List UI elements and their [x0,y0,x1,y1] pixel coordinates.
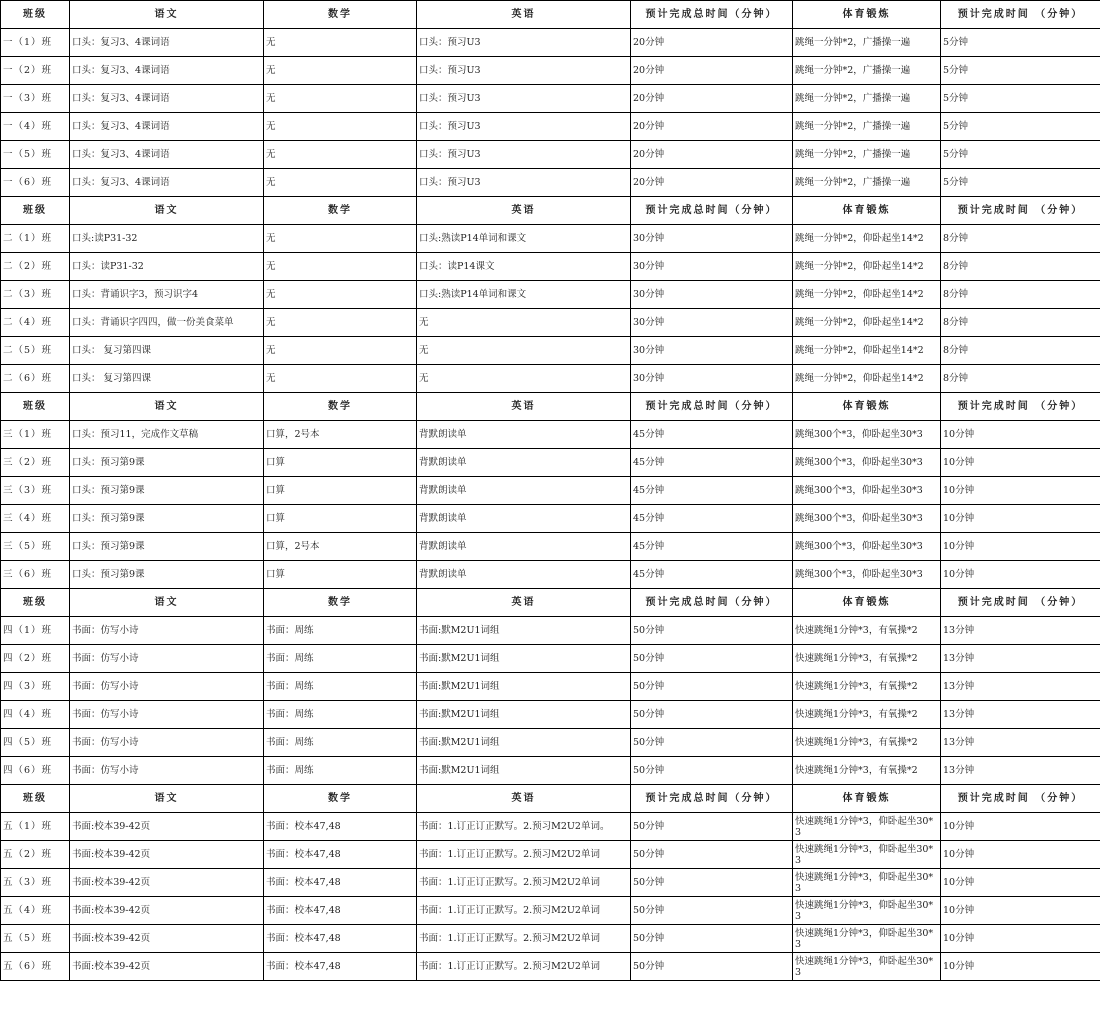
table-row [1,897,1100,925]
header-pe-time: 预计完成时间 （分钟） [941,785,1100,813]
pe-time-cell: 13分钟 [941,757,1100,785]
pe-time-cell: 10分钟 [941,505,1100,533]
english-cell: 书面:默M2U1词组 [417,645,631,673]
math-cell: 无 [264,169,417,197]
header-total-time: 预计完成总时间（分钟） [631,393,793,421]
total-time-cell: 45分钟 [631,533,793,561]
class-cell: 三（1）班 [1,421,70,449]
header-math: 数学 [264,197,417,225]
math-cell: 书面：校本47,48 [264,953,417,981]
class-cell: 四（2）班 [1,645,70,673]
english-cell: 无 [417,309,631,337]
table-row [1,953,1100,981]
class-cell: 二（4）班 [1,309,70,337]
chinese-cell: 书面:校本39-42页 [70,925,264,953]
pe-cell: 快速跳绳1分钟*3，仰卧起坐30*3 [793,897,941,925]
header-pe: 体育锻炼 [793,1,941,29]
chinese-cell: 口头：背诵识字四四，做一份美食菜单 [70,309,264,337]
class-cell: 四（1）班 [1,617,70,645]
pe-time-cell: 13分钟 [941,673,1100,701]
total-time-cell: 50分钟 [631,953,793,981]
pe-cell: 跳绳300个*3，仰卧起坐30*3 [793,561,941,589]
pe-time-cell: 8分钟 [941,365,1100,393]
table-row [1,225,1100,253]
header-chinese: 语文 [70,785,264,813]
total-time-cell: 30分钟 [631,337,793,365]
pe-cell: 跳绳一分钟*2，广播操一遍 [793,29,941,57]
pe-time-cell: 10分钟 [941,561,1100,589]
math-cell: 书面：校本47,48 [264,869,417,897]
header-chinese: 语文 [70,197,264,225]
math-cell: 无 [264,225,417,253]
math-cell: 口算 [264,477,417,505]
chinese-cell: 书面:校本39-42页 [70,813,264,841]
total-time-cell: 30分钟 [631,365,793,393]
header-class: 班级 [1,589,70,617]
table-row [1,365,1100,393]
math-cell: 无 [264,57,417,85]
pe-cell: 跳绳一分钟*2，仰卧起坐14*2 [793,365,941,393]
math-cell: 口算，2号本 [264,533,417,561]
class-cell: 二（3）班 [1,281,70,309]
math-cell: 无 [264,85,417,113]
math-cell: 书面：周练 [264,617,417,645]
pe-time-cell: 10分钟 [941,869,1100,897]
pe-time-cell: 8分钟 [941,253,1100,281]
table-row [1,477,1100,505]
class-cell: 一（3）班 [1,85,70,113]
class-cell: 二（5）班 [1,337,70,365]
grade-header-row [1,589,1100,617]
chinese-cell: 口头:读P31-32 [70,225,264,253]
math-cell: 无 [264,281,417,309]
total-time-cell: 20分钟 [631,169,793,197]
pe-cell: 快速跳绳1分钟*3，仰卧起坐30*3 [793,953,941,981]
pe-time-cell: 5分钟 [941,169,1100,197]
math-cell: 无 [264,29,417,57]
pe-cell: 快速跳绳1分钟*3，有氧操*2 [793,645,941,673]
total-time-cell: 50分钟 [631,897,793,925]
math-cell: 无 [264,113,417,141]
total-time-cell: 20分钟 [631,85,793,113]
header-chinese: 语文 [70,589,264,617]
table-row [1,701,1100,729]
english-cell: 书面：1.订正订正默写。2.预习M2U2单词 [417,897,631,925]
class-cell: 一（1）班 [1,29,70,57]
english-cell: 背默朗读单 [417,505,631,533]
english-cell: 口头：读P14课文 [417,253,631,281]
math-cell: 口算，2号本 [264,421,417,449]
english-cell: 背默朗读单 [417,477,631,505]
grade-header-row [1,785,1100,813]
chinese-cell: 口头：复习3、4课词语 [70,141,264,169]
total-time-cell: 50分钟 [631,645,793,673]
chinese-cell: 书面：仿写小诗 [70,729,264,757]
table-row [1,337,1100,365]
pe-cell: 跳绳一分钟*2，广播操一遍 [793,85,941,113]
english-cell: 背默朗读单 [417,533,631,561]
class-cell: 四（5）班 [1,729,70,757]
table-row [1,113,1100,141]
english-cell: 书面:默M2U1词组 [417,701,631,729]
total-time-cell: 50分钟 [631,617,793,645]
math-cell: 书面：周练 [264,757,417,785]
pe-time-cell: 10分钟 [941,421,1100,449]
total-time-cell: 50分钟 [631,701,793,729]
pe-cell: 快速跳绳1分钟*3，有氧操*2 [793,757,941,785]
english-cell: 无 [417,365,631,393]
total-time-cell: 30分钟 [631,253,793,281]
pe-cell: 跳绳一分钟*2，广播操一遍 [793,169,941,197]
table-row [1,421,1100,449]
class-cell: 五（1）班 [1,813,70,841]
pe-cell: 快速跳绳1分钟*3，仰卧起坐30*3 [793,813,941,841]
pe-time-cell: 13分钟 [941,701,1100,729]
chinese-cell: 口头： 复习第四课 [70,337,264,365]
total-time-cell: 30分钟 [631,281,793,309]
class-cell: 一（5）班 [1,141,70,169]
pe-time-cell: 10分钟 [941,533,1100,561]
english-cell: 背默朗读单 [417,561,631,589]
chinese-cell: 口头：预习第9课 [70,561,264,589]
chinese-cell: 口头：预习第9课 [70,505,264,533]
class-cell: 三（6）班 [1,561,70,589]
chinese-cell: 口头：预习第9课 [70,449,264,477]
table-row [1,925,1100,953]
header-math: 数学 [264,785,417,813]
math-cell: 无 [264,365,417,393]
total-time-cell: 50分钟 [631,841,793,869]
table-row [1,841,1100,869]
pe-cell: 快速跳绳1分钟*3，有氧操*2 [793,673,941,701]
math-cell: 书面：校本47,48 [264,897,417,925]
english-cell: 口头：预习U3 [417,29,631,57]
pe-cell: 跳绳300个*3，仰卧起坐30*3 [793,533,941,561]
class-cell: 五（6）班 [1,953,70,981]
pe-cell: 跳绳300个*3，仰卧起坐30*3 [793,505,941,533]
total-time-cell: 20分钟 [631,29,793,57]
header-pe: 体育锻炼 [793,589,941,617]
table-row [1,449,1100,477]
total-time-cell: 45分钟 [631,505,793,533]
pe-time-cell: 8分钟 [941,337,1100,365]
english-cell: 背默朗读单 [417,421,631,449]
english-cell: 书面：1.订正订正默写。2.预习M2U2单词 [417,925,631,953]
chinese-cell: 口头：复习3、4课词语 [70,29,264,57]
table-row [1,673,1100,701]
class-cell: 五（3）班 [1,869,70,897]
pe-time-cell: 8分钟 [941,309,1100,337]
total-time-cell: 20分钟 [631,57,793,85]
english-cell: 书面：1.订正订正默写。2.预习M2U2单词。 [417,813,631,841]
english-cell: 背默朗读单 [417,449,631,477]
total-time-cell: 20分钟 [631,113,793,141]
table-row [1,85,1100,113]
header-class: 班级 [1,393,70,421]
total-time-cell: 30分钟 [631,225,793,253]
english-cell: 书面:默M2U1词组 [417,757,631,785]
class-cell: 二（1）班 [1,225,70,253]
grade-header-row [1,197,1100,225]
pe-time-cell: 13分钟 [941,645,1100,673]
table-row [1,253,1100,281]
total-time-cell: 50分钟 [631,813,793,841]
header-total-time: 预计完成总时间（分钟） [631,589,793,617]
pe-cell: 跳绳300个*3，仰卧起坐30*3 [793,421,941,449]
class-cell: 三（2）班 [1,449,70,477]
pe-time-cell: 5分钟 [941,29,1100,57]
header-pe-time: 预计完成时间 （分钟） [941,197,1100,225]
table-row [1,57,1100,85]
class-cell: 五（5）班 [1,925,70,953]
pe-cell: 跳绳一分钟*2，仰卧起坐14*2 [793,281,941,309]
header-english: 英语 [417,197,631,225]
pe-cell: 跳绳一分钟*2，仰卧起坐14*2 [793,309,941,337]
math-cell: 书面：周练 [264,729,417,757]
pe-time-cell: 8分钟 [941,225,1100,253]
chinese-cell: 书面:校本39-42页 [70,869,264,897]
table-row [1,309,1100,337]
header-math: 数学 [264,589,417,617]
pe-time-cell: 10分钟 [941,925,1100,953]
math-cell: 无 [264,337,417,365]
chinese-cell: 书面:校本39-42页 [70,897,264,925]
pe-cell: 跳绳300个*3，仰卧起坐30*3 [793,449,941,477]
english-cell: 口头：预习U3 [417,169,631,197]
table-row [1,869,1100,897]
total-time-cell: 50分钟 [631,869,793,897]
english-cell: 书面：1.订正订正默写。2.预习M2U2单词 [417,869,631,897]
pe-time-cell: 10分钟 [941,841,1100,869]
class-cell: 五（2）班 [1,841,70,869]
pe-time-cell: 5分钟 [941,113,1100,141]
english-cell: 口头:熟读P14单词和课文 [417,281,631,309]
header-chinese: 语文 [70,393,264,421]
total-time-cell: 45分钟 [631,449,793,477]
math-cell: 无 [264,253,417,281]
header-class: 班级 [1,197,70,225]
pe-time-cell: 10分钟 [941,953,1100,981]
table-row [1,757,1100,785]
pe-cell: 跳绳一分钟*2，广播操一遍 [793,141,941,169]
class-cell: 一（6）班 [1,169,70,197]
class-cell: 四（3）班 [1,673,70,701]
header-class: 班级 [1,785,70,813]
english-cell: 书面：1.订正订正默写。2.预习M2U2单词 [417,953,631,981]
chinese-cell: 书面：仿写小诗 [70,673,264,701]
table-row [1,169,1100,197]
class-cell: 四（4）班 [1,701,70,729]
class-cell: 五（4）班 [1,897,70,925]
pe-time-cell: 13分钟 [941,729,1100,757]
math-cell: 书面：周练 [264,645,417,673]
pe-cell: 快速跳绳1分钟*3，有氧操*2 [793,701,941,729]
math-cell: 口算 [264,449,417,477]
header-pe: 体育锻炼 [793,393,941,421]
table-row [1,281,1100,309]
pe-cell: 跳绳一分钟*2，广播操一遍 [793,57,941,85]
chinese-cell: 口头：复习3、4课词语 [70,169,264,197]
header-english: 英语 [417,785,631,813]
pe-cell: 快速跳绳1分钟*3，有氧操*2 [793,729,941,757]
pe-time-cell: 10分钟 [941,477,1100,505]
chinese-cell: 口头：背诵识字3，预习识字4 [70,281,264,309]
table-row [1,141,1100,169]
chinese-cell: 书面：仿写小诗 [70,645,264,673]
class-cell: 二（2）班 [1,253,70,281]
total-time-cell: 50分钟 [631,925,793,953]
math-cell: 口算 [264,505,417,533]
table-row [1,505,1100,533]
math-cell: 书面：校本47,48 [264,841,417,869]
english-cell: 书面:默M2U1词组 [417,617,631,645]
pe-cell: 跳绳一分钟*2，仰卧起坐14*2 [793,337,941,365]
chinese-cell: 书面:校本39-42页 [70,953,264,981]
class-cell: 一（4）班 [1,113,70,141]
header-english: 英语 [417,589,631,617]
pe-time-cell: 8分钟 [941,281,1100,309]
english-cell: 口头：预习U3 [417,85,631,113]
header-pe: 体育锻炼 [793,785,941,813]
header-pe: 体育锻炼 [793,197,941,225]
pe-time-cell: 5分钟 [941,85,1100,113]
chinese-cell: 口头：复习3、4课词语 [70,85,264,113]
header-math: 数学 [264,1,417,29]
chinese-cell: 口头：预习11，完成作文草稿 [70,421,264,449]
class-cell: 三（5）班 [1,533,70,561]
header-english: 英语 [417,1,631,29]
english-cell: 书面：1.订正订正默写。2.预习M2U2单词 [417,841,631,869]
total-time-cell: 20分钟 [631,141,793,169]
table-row [1,617,1100,645]
math-cell: 书面：校本47,48 [264,925,417,953]
table-row [1,729,1100,757]
class-cell: 二（6）班 [1,365,70,393]
pe-cell: 快速跳绳1分钟*3，仰卧起坐30*3 [793,925,941,953]
chinese-cell: 书面：仿写小诗 [70,757,264,785]
english-cell: 口头：预习U3 [417,113,631,141]
header-pe-time: 预计完成时间 （分钟） [941,393,1100,421]
total-time-cell: 30分钟 [631,309,793,337]
header-english: 英语 [417,393,631,421]
grade-header-row [1,1,1100,29]
pe-time-cell: 10分钟 [941,897,1100,925]
pe-cell: 跳绳300个*3，仰卧起坐30*3 [793,477,941,505]
english-cell: 无 [417,337,631,365]
pe-cell: 跳绳一分钟*2，广播操一遍 [793,113,941,141]
chinese-cell: 口头：预习第9课 [70,533,264,561]
class-cell: 三（3）班 [1,477,70,505]
grade-header-row [1,393,1100,421]
header-class: 班级 [1,1,70,29]
chinese-cell: 书面：仿写小诗 [70,701,264,729]
class-cell: 四（6）班 [1,757,70,785]
header-total-time: 预计完成总时间（分钟） [631,785,793,813]
header-total-time: 预计完成总时间（分钟） [631,197,793,225]
table-row [1,645,1100,673]
header-total-time: 预计完成总时间（分钟） [631,1,793,29]
header-chinese: 语文 [70,1,264,29]
total-time-cell: 45分钟 [631,561,793,589]
english-cell: 口头：预习U3 [417,57,631,85]
chinese-cell: 口头：读P31-32 [70,253,264,281]
total-time-cell: 50分钟 [631,673,793,701]
total-time-cell: 45分钟 [631,477,793,505]
pe-cell: 跳绳一分钟*2，仰卧起坐14*2 [793,253,941,281]
class-cell: 一（2）班 [1,57,70,85]
header-pe-time: 预计完成时间 （分钟） [941,1,1100,29]
pe-time-cell: 5分钟 [941,57,1100,85]
english-cell: 书面:默M2U1词组 [417,729,631,757]
english-cell: 口头:熟读P14单词和课文 [417,225,631,253]
pe-time-cell: 13分钟 [941,617,1100,645]
pe-cell: 快速跳绳1分钟*3，仰卧起坐30*3 [793,869,941,897]
chinese-cell: 书面：仿写小诗 [70,617,264,645]
pe-cell: 快速跳绳1分钟*3，仰卧起坐30*3 [793,841,941,869]
chinese-cell: 口头：预习第9课 [70,477,264,505]
pe-cell: 快速跳绳1分钟*3，有氧操*2 [793,617,941,645]
math-cell: 书面：周练 [264,701,417,729]
class-cell: 三（4）班 [1,505,70,533]
pe-time-cell: 10分钟 [941,813,1100,841]
pe-cell: 跳绳一分钟*2，仰卧起坐14*2 [793,225,941,253]
math-cell: 无 [264,309,417,337]
math-cell: 口算 [264,561,417,589]
chinese-cell: 口头： 复习第四课 [70,365,264,393]
math-cell: 无 [264,141,417,169]
total-time-cell: 50分钟 [631,757,793,785]
total-time-cell: 45分钟 [631,421,793,449]
table-row [1,533,1100,561]
header-math: 数学 [264,393,417,421]
math-cell: 书面：周练 [264,673,417,701]
pe-time-cell: 5分钟 [941,141,1100,169]
table-row [1,561,1100,589]
chinese-cell: 口头：复习3、4课词语 [70,57,264,85]
chinese-cell: 书面:校本39-42页 [70,841,264,869]
table-row [1,813,1100,841]
total-time-cell: 50分钟 [631,729,793,757]
english-cell: 口头：预习U3 [417,141,631,169]
header-pe-time: 预计完成时间 （分钟） [941,589,1100,617]
chinese-cell: 口头：复习3、4课词语 [70,113,264,141]
table-row [1,29,1100,57]
math-cell: 书面：校本47,48 [264,813,417,841]
english-cell: 书面:默M2U1词组 [417,673,631,701]
pe-time-cell: 10分钟 [941,449,1100,477]
